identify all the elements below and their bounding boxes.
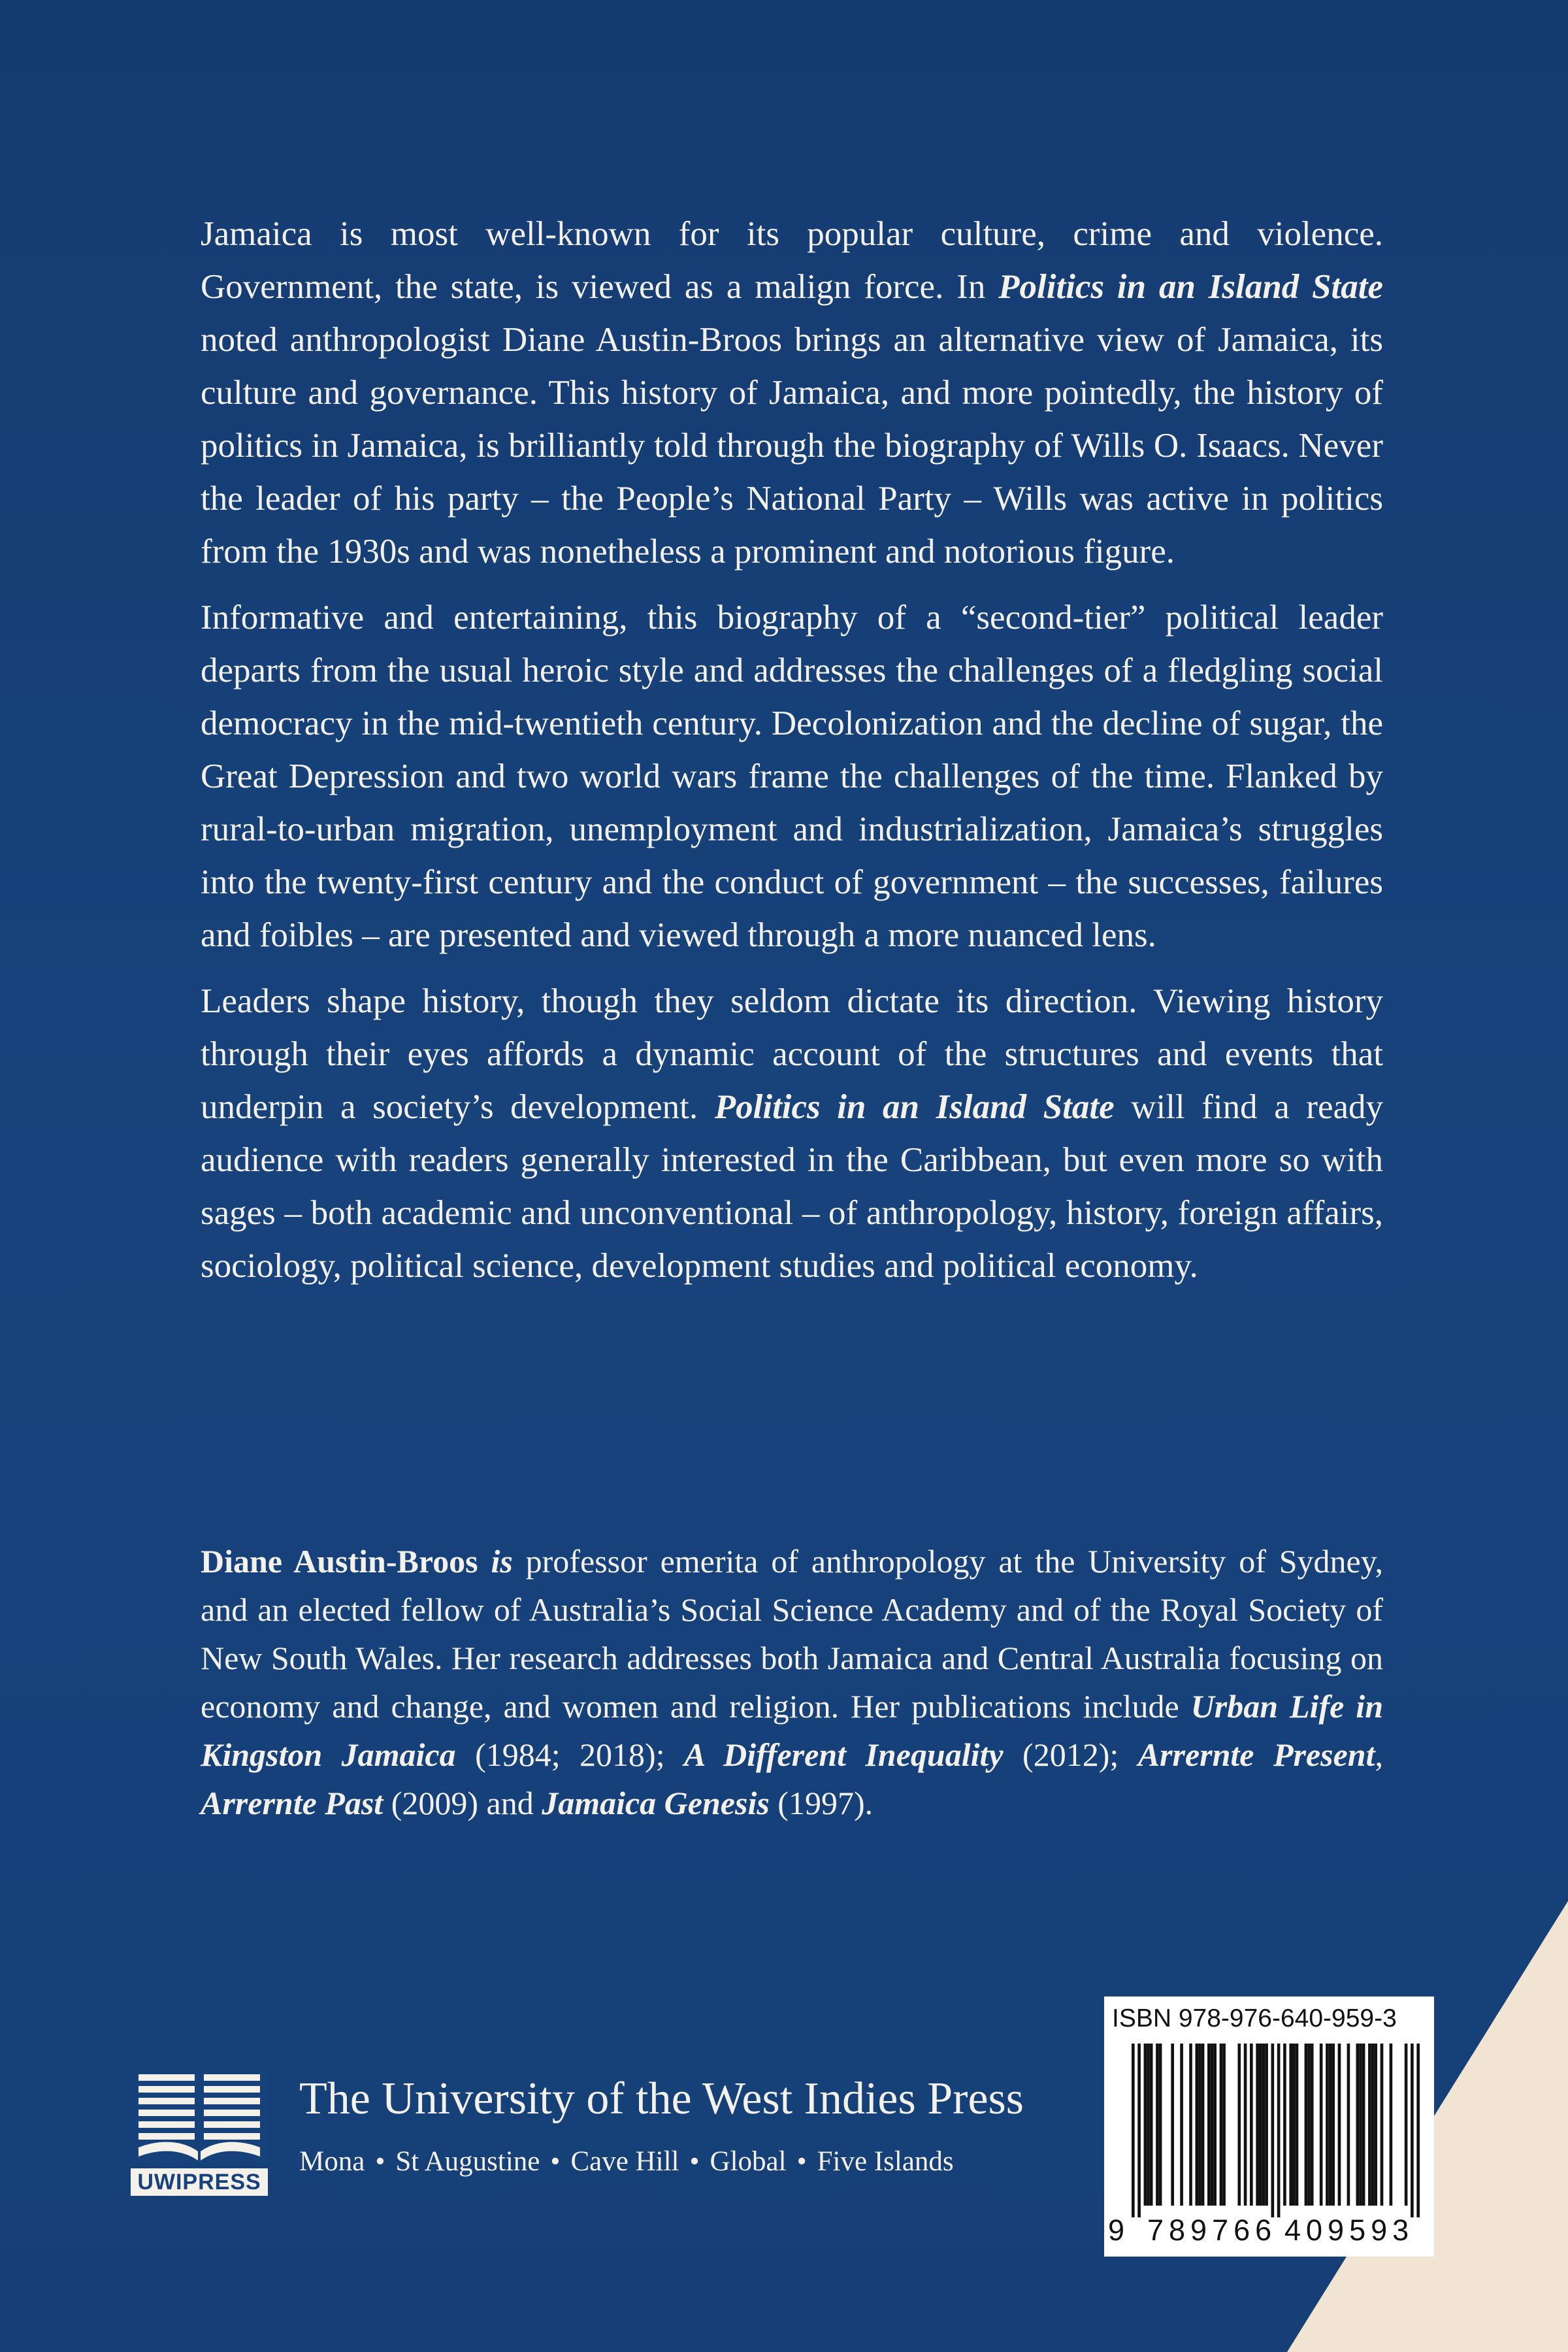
barcode-guard-bar bbox=[1416, 2044, 1420, 2217]
publisher-block bbox=[131, 2070, 1065, 2201]
barcode-bar bbox=[1362, 2044, 1365, 2206]
barcode-bar bbox=[1305, 2044, 1308, 2206]
ean-13-barcode-icon bbox=[1132, 2044, 1420, 2217]
campus-st-augustine: St Augustine bbox=[395, 2146, 540, 2177]
barcode-bar bbox=[1262, 2044, 1266, 2206]
blurb-paragraph-3 bbox=[201, 975, 1383, 1293]
barcode-bar bbox=[1259, 2044, 1262, 2206]
barcode-bar bbox=[1405, 2044, 1408, 2206]
barcode-guard-bar bbox=[1411, 2044, 1414, 2217]
barcode-bar bbox=[1213, 2044, 1217, 2206]
campus-five-islands: Five Islands bbox=[817, 2146, 954, 2177]
isbn-label: ISBN 978-976-640-959-3 bbox=[1112, 2004, 1397, 2032]
author-bio-text-5: (1997). bbox=[769, 1785, 874, 1821]
barcode-bar bbox=[1331, 2044, 1335, 2206]
open-book-logo-icon bbox=[131, 2070, 268, 2164]
barcode-bar bbox=[1265, 2044, 1268, 2206]
author-biography bbox=[201, 1537, 1383, 1827]
barcode-bar bbox=[1368, 2044, 1371, 2206]
barcode-bar bbox=[1296, 2044, 1299, 2206]
barcode-bar bbox=[1371, 2044, 1375, 2206]
campus-list bbox=[299, 2142, 954, 2181]
barcode-bar bbox=[1207, 2044, 1211, 2206]
barcode-bar bbox=[1180, 2044, 1183, 2206]
barcode-bar bbox=[1380, 2044, 1384, 2206]
bullet-separator: • bbox=[375, 2146, 385, 2177]
barcode-bar bbox=[1198, 2044, 1201, 2206]
book-blurb bbox=[201, 208, 1383, 1306]
barcode-bar bbox=[1144, 2044, 1147, 2206]
author-name: Diane Austin-Broos bbox=[201, 1543, 478, 1580]
blurb-p3-text-a: Leaders shape history, though they seldom dictate its direction. Viewing history through their eyes affords a dynamic account of the structures and events that underpin a society’s development. bbox=[201, 982, 1383, 1126]
barcode-bar bbox=[1150, 2044, 1153, 2206]
barcode-bar bbox=[1289, 2044, 1292, 2206]
barcode-number-row bbox=[1104, 2213, 1434, 2248]
campus-global: Global bbox=[710, 2146, 787, 2177]
isbn-barcode-box bbox=[1104, 1996, 1434, 2257]
barcode-right-digits: 409593 bbox=[1284, 2213, 1414, 2247]
bullet-separator: • bbox=[796, 2146, 807, 2177]
blurb-paragraph-1 bbox=[201, 208, 1383, 578]
publication-title: A Different Inequality bbox=[684, 1736, 1004, 1773]
author-bio-text-1: professor emerita of anthropology at the University of Sydney, and an elected fellow of Australia’s Social Science Academy and of the Royal Society of New South Wales. Her research addresses both Jamaica and Central Australia focusing on economy and change, and women and religion. Her publications include bbox=[201, 1543, 1383, 1725]
author-bio-is: is bbox=[478, 1543, 513, 1580]
blurb-paragraph-2: Informative and entertaining, this biography of a “second-tier” political leader departs from the usual heroic style and addresses the challenges of a fledgling social democracy in the mid-twentieth century. Decolonization and the decline of sugar, the Great Depression and two world wars frame the challenges of the time. Flanked by rural-to-urban migration, unemployment and industrialization, Jamaica’s struggles into the twenty-first century and the conduct of government – the successes, failures and foibles – are presented and viewed through a more nuanced lens. bbox=[201, 599, 1383, 954]
barcode-bar bbox=[1250, 2044, 1253, 2206]
barcode-guard-bar bbox=[1132, 2044, 1135, 2217]
publication-title: Urban Life in Kingston Jamaica bbox=[201, 1688, 1384, 1773]
barcode-bar bbox=[1390, 2044, 1393, 2206]
barcode-guard-bar bbox=[1137, 2044, 1141, 2217]
barcode-bar bbox=[1244, 2044, 1247, 2206]
barcode-bar bbox=[1171, 2044, 1174, 2206]
barcode-bar bbox=[1201, 2044, 1205, 2206]
uwi-press-wordmark: UWIPRESS bbox=[131, 2168, 268, 2196]
campus-cave-hill: Cave Hill bbox=[570, 2146, 679, 2177]
barcode-bar bbox=[1320, 2044, 1323, 2206]
publication-title: Jamaica Genesis bbox=[542, 1785, 770, 1821]
publication-title: Arrernte Past bbox=[201, 1785, 384, 1821]
barcode-bar bbox=[1237, 2044, 1241, 2206]
barcode-bar bbox=[1189, 2044, 1192, 2206]
blurb-p1-text-b: noted anthropologist Diane Austin-Broos brings an alternative view of Jamaica, its culture and governance. This history of Jamaica, and more pointedly, the history of politics in Jamaica, is brilliantly told through the biography of Wills O. Isaacs. Never the leader of his party – the People’s National Party – Wills was active in politics from the 1930s and was nonetheless a prominent and notorious figure. bbox=[201, 321, 1383, 571]
barcode-guard-bar bbox=[1277, 2044, 1281, 2217]
bullet-separator: • bbox=[550, 2146, 561, 2177]
author-bio-text-4: (2009) and bbox=[383, 1785, 542, 1821]
barcode-left-digits: 789766 bbox=[1147, 2213, 1277, 2247]
book-title-italic: Politics in an Island State bbox=[714, 1088, 1115, 1126]
barcode-bar bbox=[1356, 2044, 1360, 2206]
blurb-p1-text-a: Jamaica is most well-known for its popular culture, crime and violence. Government, the state, is viewed as a malign force. In bbox=[201, 215, 1383, 306]
barcode-bar bbox=[1374, 2044, 1377, 2206]
barcode-guard-bar bbox=[1271, 2044, 1275, 2217]
barcode-bar bbox=[1147, 2044, 1150, 2206]
barcode-bar bbox=[1156, 2044, 1159, 2206]
barcode-bar bbox=[1222, 2044, 1226, 2206]
barcode-bar bbox=[1359, 2044, 1362, 2206]
author-bio-text-3: (2012); bbox=[1003, 1736, 1138, 1773]
barcode-bar bbox=[1329, 2044, 1332, 2206]
barcode-bar bbox=[1159, 2044, 1162, 2206]
campus-mona: Mona bbox=[299, 2146, 365, 2177]
publisher-name: The University of the West Indies Press bbox=[299, 2074, 1024, 2124]
uwi-press-logo bbox=[131, 2070, 268, 2197]
bullet-separator: • bbox=[689, 2146, 700, 2177]
blurb-p3-text-b: will find a ready audience with readers generally interested in the Caribbean, but even more so with sages – both academic and unconventional – of anthropology, history, foreign affairs, sociology, political science, development studies and political economy. bbox=[201, 1088, 1383, 1285]
barcode-bar bbox=[1220, 2044, 1223, 2206]
barcode-bar bbox=[1211, 2044, 1214, 2206]
author-bio-comma: , bbox=[1375, 1736, 1383, 1773]
barcode-bar bbox=[1292, 2044, 1296, 2206]
barcode-bar bbox=[1283, 2044, 1286, 2206]
barcode-bar bbox=[1307, 2044, 1311, 2206]
author-bio-text-2: (1984; 2018); bbox=[455, 1736, 685, 1773]
barcode-bar bbox=[1311, 2044, 1314, 2206]
barcode-bar bbox=[1195, 2044, 1198, 2206]
barcode-bar bbox=[1338, 2044, 1341, 2206]
barcode-first-digit: 9 bbox=[1108, 2213, 1125, 2247]
barcode-bar bbox=[1256, 2044, 1259, 2206]
barcode-bar bbox=[1326, 2044, 1329, 2206]
book-title-italic: Politics in an Island State bbox=[998, 268, 1383, 306]
barcode-bar bbox=[1347, 2044, 1350, 2206]
publication-title: Arrernte Present bbox=[1137, 1736, 1375, 1773]
